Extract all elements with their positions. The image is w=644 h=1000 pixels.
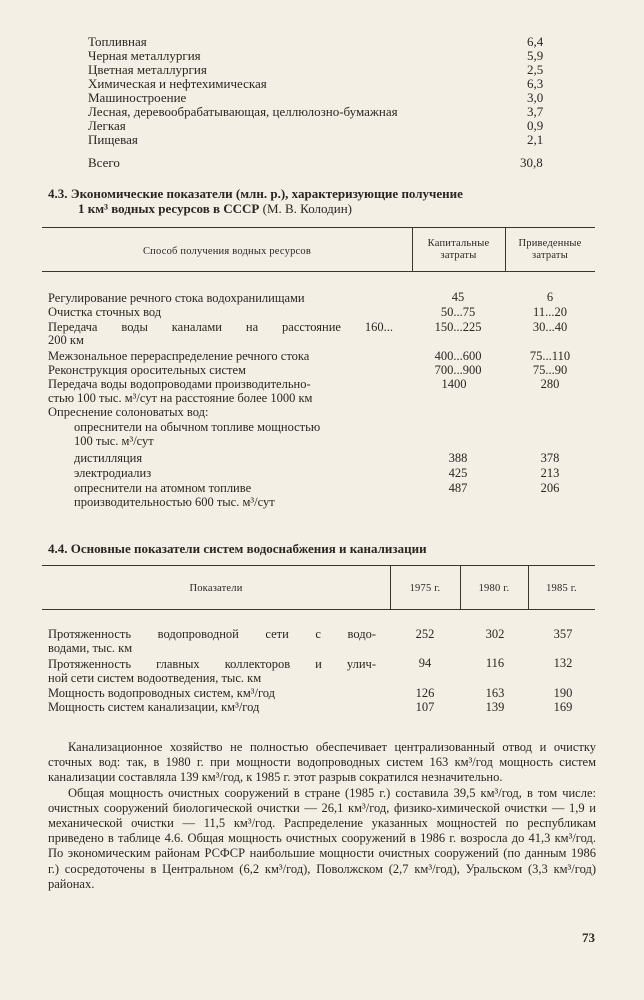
header-method: Способ получения водных ресурсов bbox=[142, 246, 312, 257]
table-header-rule bbox=[42, 609, 595, 610]
capital-cost: 150...225 bbox=[434, 320, 482, 334]
industry-label: Легкая bbox=[88, 118, 126, 133]
value-1975: 94 bbox=[418, 656, 432, 670]
indicator-row: Протяженность водопроводной сети с водо- bbox=[48, 627, 376, 641]
capital-cost: 700...900 bbox=[434, 363, 482, 377]
value-1980: 302 bbox=[485, 627, 505, 641]
industry-value: 2,5 bbox=[527, 62, 544, 77]
value-1980: 163 bbox=[485, 686, 505, 700]
method-subrow-cont: 100 тыс. м³/сут bbox=[74, 434, 154, 448]
method-row-cont: 200 км bbox=[48, 333, 84, 347]
table-top-rule bbox=[42, 565, 595, 566]
indicator-row-cont: ной сети систем водоотведения, тыс. км bbox=[48, 671, 262, 685]
caption-author: (М. В. Колодин) bbox=[262, 201, 352, 216]
paragraph-1: Канализационное хозяйство не полностью обеспечивает централизованный отвод и очистку сточных вод: так, в 1980 г. при мощности водопроводных систем 163 км³/год мощность систем канализации составляла 139 км³/год, к 1985 г. этот разрыв сократился незначительно. bbox=[48, 740, 596, 785]
method-subrow: электродиализ bbox=[74, 466, 152, 480]
method-row: Передача воды каналами на расстояние 160... bbox=[48, 320, 393, 334]
reduced-cost: 75...90 bbox=[532, 363, 568, 377]
value-1980: 116 bbox=[485, 656, 505, 670]
reduced-cost: 6 bbox=[546, 290, 554, 304]
reduced-cost: 11...20 bbox=[533, 305, 567, 319]
reduced-cost: 30...40 bbox=[532, 320, 568, 334]
paragraph-2: Общая мощность очистных сооружений в стране (1985 г.) составила 39,5 км³/год, в том числе: очистных сооружений биологической очистки — 26,1 км³/год, физико-химической очистки — 1,9 и механической очистки — 11,5 км³/год. Распределение указанных мощностей по республикам приведено в таблице 4.6. Общая мощность очистных сооружений в 1986 г. возросла до 41,3 км³/год. По экономическим районам РСФСР наибольшие мощности очистных сооружений (по данным 1986 г.) сосредоточены в Центральном (6,2 км³/год), Поволжском (2,7 км³/год), Уральском (3,3 км³/год) районах. bbox=[48, 785, 596, 891]
caption-line-1: 4.3. Экономические показатели (млн. р.), характеризующие получение bbox=[48, 186, 463, 201]
method-subrow: опреснители на атомном топливе bbox=[74, 481, 252, 495]
method-row: Межзональное перераспределение речного стока bbox=[48, 349, 310, 363]
method-subrow: дистилляция bbox=[74, 451, 143, 465]
method-subrow: опреснители на обычном топливе мощностью bbox=[74, 420, 321, 434]
header-indicator: Показатели bbox=[189, 583, 243, 594]
method-row-cont: стью 100 тыс. м³/сут на расстояние более 1000 км bbox=[48, 391, 313, 405]
value-1985: 169 bbox=[553, 700, 573, 714]
header-reduced: Приведенные затраты bbox=[518, 238, 582, 261]
method-row: Очистка сточных вод bbox=[48, 305, 162, 319]
method-row: Реконструкция оросительных систем bbox=[48, 363, 246, 377]
indicator-row-cont: водами, тыс. км bbox=[48, 641, 133, 655]
value-1975: 107 bbox=[415, 700, 435, 714]
reduced-cost: 213 bbox=[540, 466, 560, 480]
value-1980: 139 bbox=[485, 700, 505, 714]
industry-value: 5,9 bbox=[527, 48, 544, 63]
method-row: Передача воды водопроводами производительно- bbox=[48, 377, 311, 391]
reduced-cost: 280 bbox=[540, 377, 560, 391]
industry-value: 2,1 bbox=[527, 132, 544, 147]
industry-total-value: 30,8 bbox=[520, 155, 543, 170]
capital-cost: 400...600 bbox=[434, 349, 482, 363]
industry-value: 3,0 bbox=[527, 90, 544, 105]
reduced-cost: 75...110 bbox=[529, 349, 571, 363]
table-top-rule bbox=[42, 227, 595, 228]
value-1975: 252 bbox=[415, 627, 435, 641]
industry-total-label: Всего bbox=[88, 155, 120, 170]
industry-value: 6,4 bbox=[527, 34, 544, 49]
industry-value: 6,3 bbox=[527, 76, 544, 91]
body-text bbox=[48, 740, 596, 892]
capital-cost: 50...75 bbox=[440, 305, 476, 319]
reduced-cost: 378 bbox=[540, 451, 560, 465]
industry-label: Черная металлургия bbox=[88, 48, 201, 63]
method-row: Регулирование речного стока водохранилищами bbox=[48, 291, 305, 305]
value-1985: 190 bbox=[553, 686, 573, 700]
header-1985: 1985 г. bbox=[546, 583, 577, 594]
method-row: Опреснение солоноватых вод: bbox=[48, 405, 209, 419]
industry-value: 0,9 bbox=[527, 118, 544, 133]
indicator-row: Протяженность главных коллекторов и улич- bbox=[48, 657, 376, 671]
indicator-row: Мощность водопроводных систем, км³/год bbox=[48, 686, 276, 700]
capital-cost: 388 bbox=[448, 451, 468, 465]
header-1980: 1980 г. bbox=[478, 583, 510, 594]
capital-cost: 45 bbox=[451, 290, 465, 304]
header-capital: Капитальные затраты bbox=[427, 238, 490, 261]
value-1975: 126 bbox=[415, 686, 435, 700]
caption-line-2: 1 км³ водных ресурсов в СССР bbox=[78, 201, 260, 216]
industry-label: Лесная, деревообрабатывающая, целлюлозно-бумажная bbox=[88, 104, 398, 119]
industry-label: Топливная bbox=[88, 34, 147, 49]
capital-cost: 487 bbox=[448, 481, 468, 495]
header-1975: 1975 г. bbox=[409, 583, 441, 594]
industry-label: Пищевая bbox=[88, 132, 138, 147]
value-1985: 132 bbox=[553, 656, 573, 670]
industry-label: Машиностроение bbox=[88, 90, 187, 105]
table-4-3-caption bbox=[48, 186, 463, 216]
table-4-4-caption: 4.4. Основные показатели систем водоснабжения и канализации bbox=[48, 541, 427, 556]
value-1985: 357 bbox=[553, 627, 573, 641]
capital-cost: 1400 bbox=[441, 377, 467, 391]
reduced-cost: 206 bbox=[540, 481, 560, 495]
industry-value: 3,7 bbox=[527, 104, 544, 119]
method-subrow-cont: производительностью 600 тыс. м³/сут bbox=[74, 495, 275, 509]
table-header-rule bbox=[42, 271, 595, 272]
indicator-row: Мощность систем канализации, км³/год bbox=[48, 700, 260, 714]
page-number: 73 bbox=[582, 930, 595, 945]
industry-label: Химическая и нефтехимическая bbox=[88, 76, 267, 91]
industry-label: Цветная металлургия bbox=[88, 62, 207, 77]
capital-cost: 425 bbox=[448, 466, 468, 480]
